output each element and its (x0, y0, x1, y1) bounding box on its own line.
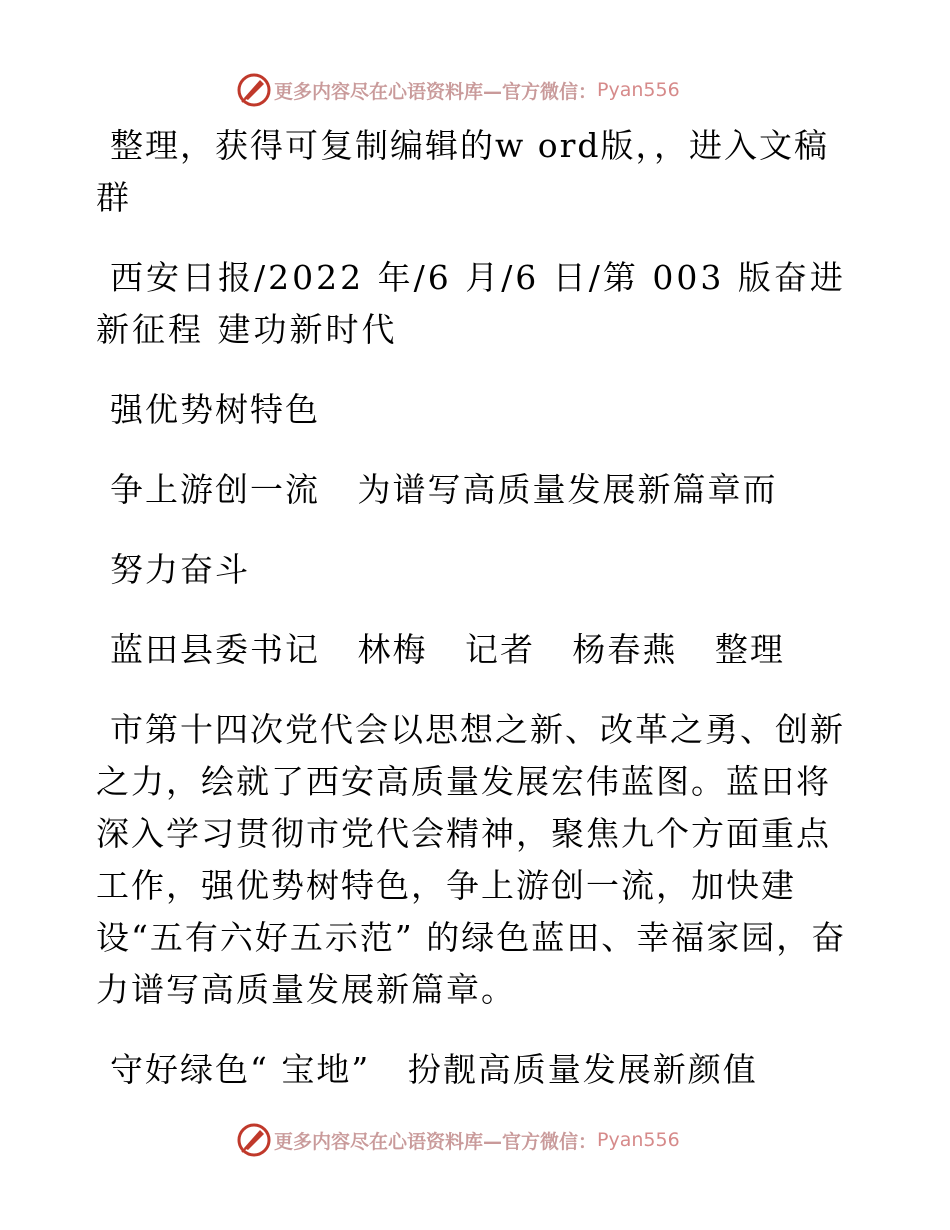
document-body (96, 120, 856, 1124)
paragraph-7: 市第十四次党代会以思想之新、改革之勇、创新之力，绘就了西安高质量发展宏伟蓝图。蓝田将深入学习贯彻市党代会精神，聚焦九个方面重点工作，强优势树特色，争上游创一流，加快建设“五有六好五示范” 的绿色蓝田、幸福家园，奋力谱写高质量发展新篇章。 (96, 710, 847, 1009)
banner-handle: Pyan556 (597, 1129, 680, 1151)
paragraph-8: 守好绿色“ 宝地” 扮靓高质量发展新颜值 (110, 1050, 758, 1089)
paragraph-1: 整理，获得可复制编辑的w ord版，，进入文稿群 (96, 126, 830, 217)
paragraph-5: 努力奋斗 (110, 550, 250, 589)
banner-text: 更多内容尽在心语资料库—官方微信： (274, 80, 598, 103)
paragraph-2: 西安日报/2022 年/6 月/6 日/第 003 版奋进新征程 建功新时代 (96, 258, 846, 349)
quill-pen-logo-icon (236, 72, 272, 108)
paragraph-6: 蓝田县委书记 林梅 记者 杨春燕 整理 (110, 630, 785, 669)
banner-text: 更多内容尽在心语资料库—官方微信： (274, 1130, 598, 1153)
banner-handle: Pyan556 (597, 79, 680, 101)
paragraph-3: 强优势树特色 (110, 390, 320, 429)
quill-pen-logo-icon (236, 1122, 272, 1158)
footer-banner (236, 1122, 680, 1158)
paragraph-4: 争上游创一流 为谱写高质量发展新篇章而 (110, 470, 778, 509)
header-banner (236, 72, 680, 108)
